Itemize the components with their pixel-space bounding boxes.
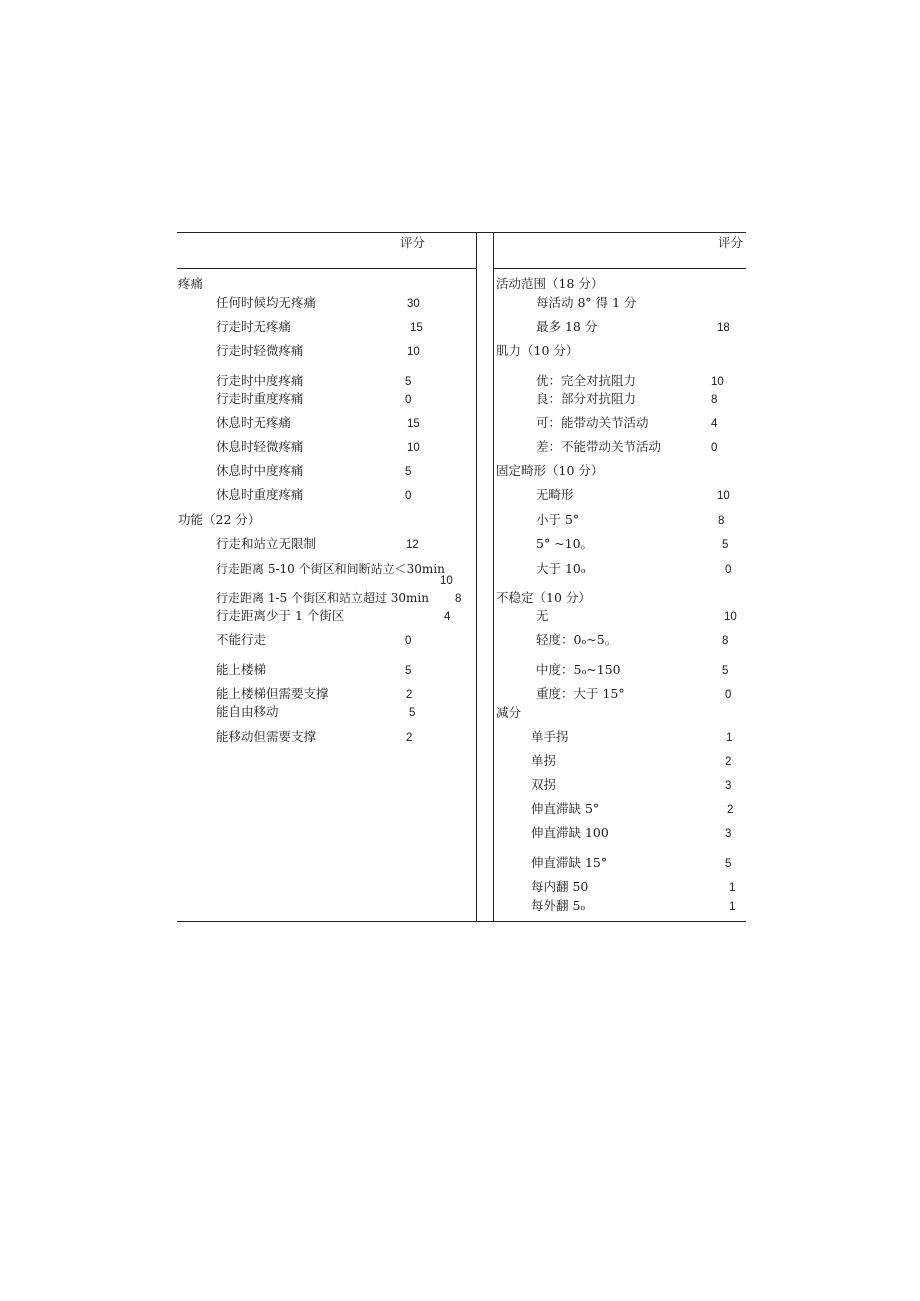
function-row-label: 不能行走	[216, 632, 267, 647]
function-row-label: 能上楼梯但需要支撑	[216, 686, 329, 701]
function-row-label: 能移动但需要支撑	[216, 729, 317, 744]
function-row-label: 能上楼梯	[216, 662, 267, 677]
instability-row-score: 8	[722, 635, 729, 647]
column-divider-left	[476, 232, 477, 922]
function-row-label: 行走距离少于 1 个街区	[216, 608, 345, 623]
header-rule-left	[177, 268, 476, 269]
pain-row-label: 任何时候均无疼痛	[216, 295, 317, 310]
range-row-label: 最多 18 分	[536, 319, 598, 334]
instability-row-label: 中度：5ₒ~150	[536, 662, 621, 677]
strength-row-score: 10	[711, 376, 724, 388]
pain-row-score: 10	[407, 346, 420, 358]
function-row-score: 2	[406, 689, 413, 701]
strength-row-score: 4	[711, 418, 718, 430]
function-row-label: 行走和站立无限制	[216, 536, 317, 551]
deduction-row-score: 3	[725, 828, 732, 840]
header-rule-right	[494, 268, 746, 269]
deduction-row-label: 每外翻 5ₒ	[531, 898, 586, 913]
deduction-section-title: 减分	[496, 705, 522, 720]
instability-row-score: 0	[725, 689, 732, 701]
pain-section-title: 疼痛	[178, 276, 204, 291]
instability-section-title: 不稳定（10 分）	[496, 590, 591, 605]
deformity-row-label: 小于 5°	[536, 512, 580, 527]
deduction-row-score: 2	[727, 804, 734, 816]
deduction-row-label: 双拐	[531, 777, 557, 792]
deduction-row-label: 伸直滞缺 100	[531, 825, 609, 840]
pain-row-score: 0	[405, 394, 412, 406]
strength-row-score: 0	[711, 442, 718, 454]
function-row-score-clipped: 10	[440, 575, 453, 587]
right-score-header: 评分	[718, 235, 744, 250]
deduction-row-score: 1	[729, 901, 736, 913]
pain-row-label: 行走时中度疼痛	[216, 373, 304, 388]
instability-row-score: 10	[724, 611, 737, 623]
pain-row-score: 5	[405, 466, 412, 478]
instability-row-score: 5	[722, 665, 729, 677]
deformity-row-score: 0	[725, 564, 732, 576]
deduction-row-label: 伸直滞缺 5°	[531, 801, 600, 816]
pain-row-label: 休息时重度疼痛	[216, 487, 304, 502]
left-score-header: 评分	[400, 235, 426, 250]
strength-section-title: 肌力（10 分）	[496, 343, 579, 358]
function-row-score: 2	[406, 732, 413, 744]
instability-row-label: 轻度：0ₒ~5。	[536, 632, 618, 647]
instability-row-label: 无	[536, 608, 549, 623]
function-section-title: 功能（22 分）	[178, 512, 261, 527]
strength-row-score: 8	[711, 394, 718, 406]
deduction-row-label: 每内翻 50	[531, 879, 589, 894]
range-row-score: 18	[717, 322, 730, 334]
range-row-label: 每活动 8° 得 1 分	[536, 295, 637, 310]
pain-row-label: 休息时无疼痛	[216, 415, 292, 430]
pain-row-label: 行走时重度疼痛	[216, 391, 304, 406]
pain-row-score: 0	[405, 490, 412, 502]
deformity-section-title: 固定畸形（10 分）	[496, 463, 604, 478]
deformity-row-label: 大于 10ₒ	[536, 561, 586, 576]
deformity-row-score: 5	[722, 539, 729, 551]
strength-row-label: 可：能带动关节活动	[536, 415, 649, 430]
pain-row-score: 30	[407, 298, 420, 310]
deduction-row-label: 单手拐	[531, 729, 569, 744]
instability-row-label: 重度：大于 15°	[536, 686, 625, 701]
deduction-row-label: 伸直滞缺 15°	[531, 855, 608, 870]
strength-row-label: 良：部分对抗阻力	[536, 391, 637, 406]
deduction-row-label: 单拐	[531, 753, 557, 768]
pain-row-score: 15	[407, 418, 420, 430]
function-row-score: 12	[406, 539, 419, 551]
pain-row-score: 5	[405, 376, 412, 388]
function-row-label: 行走距离 5-10 个街区和间断站立＜30min	[216, 562, 445, 576]
pain-row-label: 休息时轻微疼痛	[216, 439, 304, 454]
deduction-row-score: 2	[725, 756, 732, 768]
bottom-rule	[177, 921, 746, 922]
deformity-row-score: 8	[718, 515, 725, 527]
deformity-row-label: 无畸形	[536, 487, 574, 502]
deformity-row-label: 5° ~10。	[536, 536, 594, 551]
deformity-row-score: 10	[717, 490, 730, 502]
function-row-label: 能自由移动	[216, 704, 279, 719]
function-row-score: 8	[455, 593, 462, 605]
pain-row-score: 10	[407, 442, 420, 454]
deduction-row-score: 3	[725, 780, 732, 792]
pain-row-label: 行走时无疼痛	[216, 319, 292, 334]
pain-row-label: 行走时轻微疼痛	[216, 343, 304, 358]
column-divider-right	[493, 232, 494, 922]
deduction-row-score: 1	[726, 732, 733, 744]
pain-row-score: 15	[410, 322, 423, 334]
pain-row-label: 休息时中度疼痛	[216, 463, 304, 478]
function-row-score: 4	[444, 611, 451, 623]
function-row-score: 5	[405, 665, 412, 677]
function-row-label: 行走距离 1-5 个街区和站立超过 30min	[216, 591, 429, 605]
strength-row-label: 优：完全对抗阻力	[536, 373, 637, 388]
top-rule	[177, 232, 746, 233]
deduction-row-score: 1	[729, 882, 736, 894]
function-row-score: 0	[405, 635, 412, 647]
function-row-score: 5	[409, 707, 416, 719]
range-section-title: 活动范围（18 分）	[496, 276, 604, 291]
deduction-row-score: 5	[725, 858, 732, 870]
strength-row-label: 差：不能带动关节活动	[536, 439, 662, 454]
